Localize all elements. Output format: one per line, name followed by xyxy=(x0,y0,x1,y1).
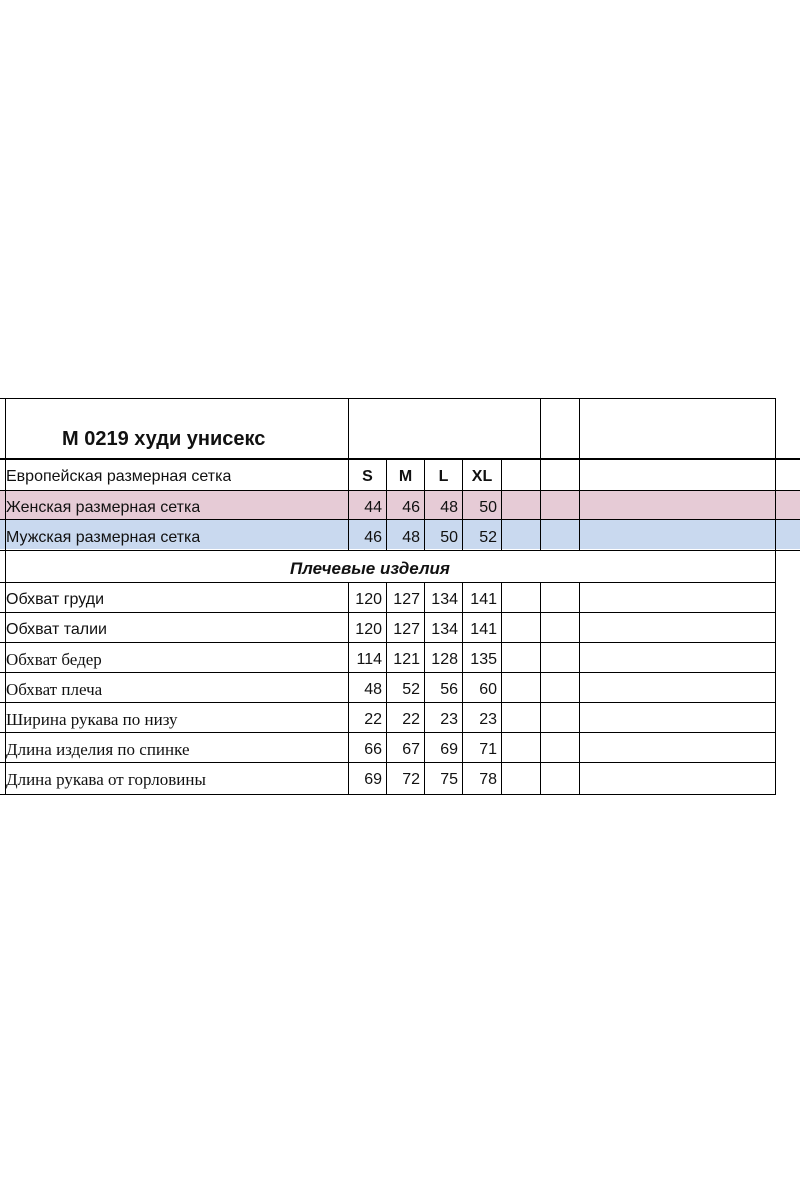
size-header-xl: XL xyxy=(471,468,493,485)
size-header-m: M xyxy=(398,468,413,485)
grid-line xyxy=(0,490,800,491)
grid-line xyxy=(579,398,580,550)
grid-line xyxy=(0,702,776,703)
men-size-cell: 50 xyxy=(440,529,458,546)
measurement-value: 127 xyxy=(393,621,420,638)
men-row-label: Мужская размерная сетка xyxy=(6,529,201,546)
measurement-label: Обхват талии xyxy=(6,621,107,638)
measurement-label: Обхват груди xyxy=(6,591,105,608)
measurement-value: 120 xyxy=(355,591,382,608)
grid-line xyxy=(0,458,800,460)
measurement-value: 135 xyxy=(470,651,497,668)
measurement-value: 69 xyxy=(440,741,458,758)
measurement-value: 75 xyxy=(440,771,458,788)
measurement-value: 48 xyxy=(364,681,382,698)
measurement-label: Обхват бедер xyxy=(6,650,102,669)
measurement-value: 67 xyxy=(402,741,420,758)
measurement-value: 23 xyxy=(479,711,497,728)
women-row-label: Женская размерная сетка xyxy=(6,499,201,516)
grid-line xyxy=(501,459,502,550)
section-title: Плечевые изделия xyxy=(290,559,450,578)
measurement-value: 72 xyxy=(402,771,420,788)
measurement-label: Длина рукава от горловины xyxy=(6,770,206,789)
measurement-value: 128 xyxy=(431,651,458,668)
women-size-cell: 44 xyxy=(364,499,382,516)
measurement-value: 120 xyxy=(355,621,382,638)
women-size-cell: 48 xyxy=(440,499,458,516)
measurement-value: 78 xyxy=(479,771,497,788)
measurement-value: 127 xyxy=(393,591,420,608)
grid-line xyxy=(0,732,776,733)
grid-line xyxy=(0,582,776,583)
grid-line xyxy=(0,612,776,613)
measurement-value: 22 xyxy=(364,711,382,728)
measurement-value: 71 xyxy=(479,741,497,758)
grid-line xyxy=(501,582,502,795)
measurement-value: 22 xyxy=(402,711,420,728)
measurement-label: Обхват плеча xyxy=(6,680,103,699)
grid-line xyxy=(540,582,541,795)
grid-line xyxy=(0,519,800,520)
measurement-value: 66 xyxy=(364,741,382,758)
measurement-value: 134 xyxy=(431,621,458,638)
women-size-cell: 46 xyxy=(402,499,420,516)
grid-line xyxy=(0,398,776,399)
size-header-s: S xyxy=(362,468,373,485)
grid-line xyxy=(540,398,541,550)
men-size-cell: 48 xyxy=(402,529,420,546)
measurement-value: 134 xyxy=(431,591,458,608)
page-title: М 0219 худи унисекс xyxy=(62,428,266,450)
grid-line xyxy=(0,672,776,673)
men-size-cell: 52 xyxy=(479,529,497,546)
grid-line xyxy=(579,582,580,795)
measurement-label: Длина изделия по спинке xyxy=(6,740,190,759)
measurement-value: 60 xyxy=(479,681,497,698)
women-size-cell: 50 xyxy=(479,499,497,516)
size-header-label: Европейская размерная сетка xyxy=(6,468,232,485)
grid-line xyxy=(0,550,800,551)
size-header-l: L xyxy=(438,468,449,485)
size-chart-table xyxy=(0,398,800,800)
measurement-value: 56 xyxy=(440,681,458,698)
grid-line xyxy=(0,794,776,795)
grid-line xyxy=(775,398,776,795)
grid-line xyxy=(0,762,776,763)
measurement-label: Ширина рукава по низу xyxy=(6,710,178,729)
measurement-value: 23 xyxy=(440,711,458,728)
measurement-value: 69 xyxy=(364,771,382,788)
measurement-value: 121 xyxy=(393,651,420,668)
measurement-value: 141 xyxy=(470,621,497,638)
measurement-value: 114 xyxy=(356,651,382,668)
grid-line xyxy=(0,642,776,643)
measurement-value: 52 xyxy=(402,681,420,698)
measurement-value: 141 xyxy=(470,591,497,608)
men-size-cell: 46 xyxy=(364,529,382,546)
